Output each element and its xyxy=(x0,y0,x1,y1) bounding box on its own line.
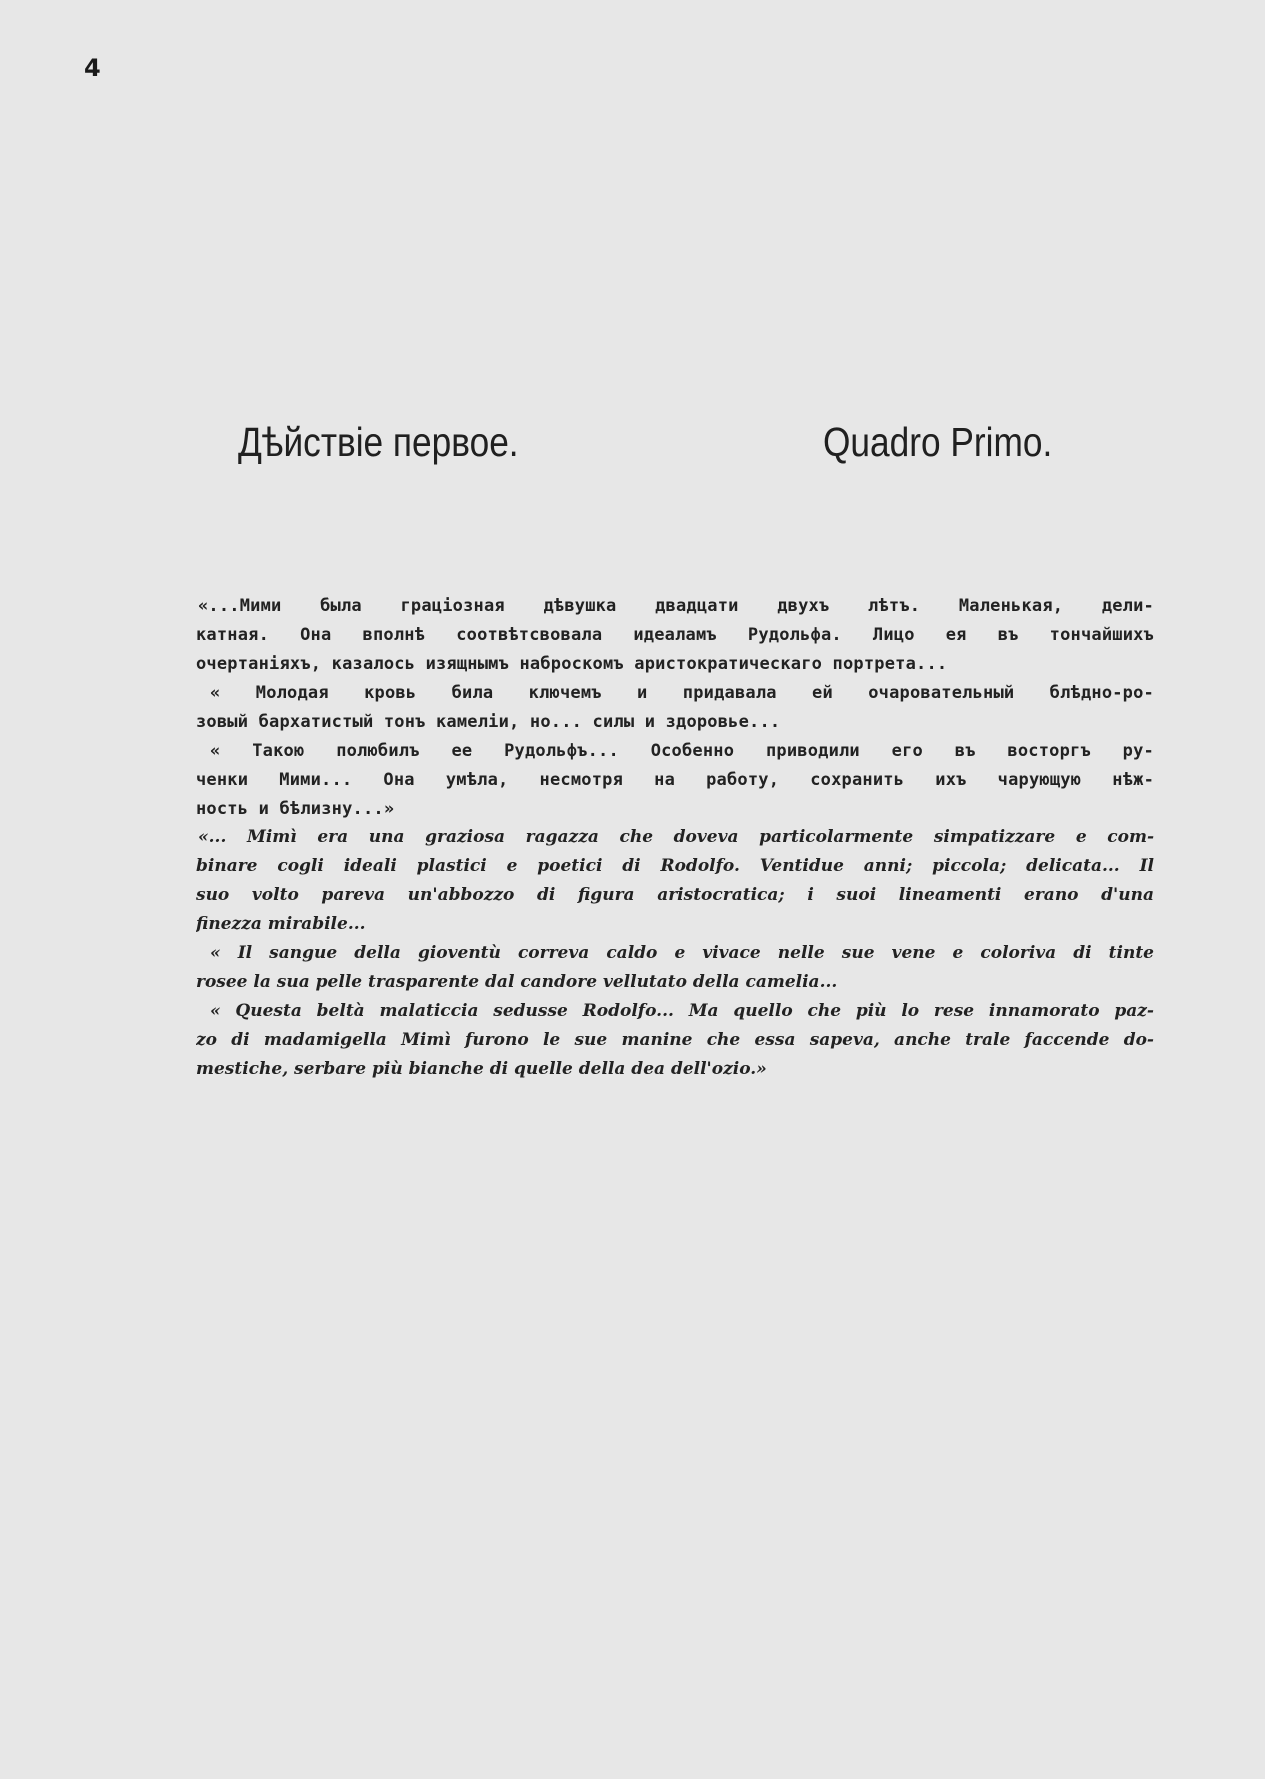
russian-line-3: очертаніяхъ, казалось изящнымъ наброскомъ аристократическаго портрета... xyxy=(196,654,948,674)
italian-line-9: mestiche, serbare più bianche di quelle della dea dell'ozio.» xyxy=(196,1059,767,1079)
italian-line-8: zo di madamigella Mimì furono le sue manine che essa sapeva, anche trale faccende do- xyxy=(196,1030,1154,1050)
russian-line-5: зовый бархатистый тонъ камеліи, но... силы и здоровье... xyxy=(196,712,781,732)
italian-line-7: « Questa beltà malaticcia sedusse Rodolfo... Ma quello che più lo rese innamorato paz- xyxy=(210,1001,1154,1021)
russian-line-1: «...Мими была граціозная дѣвушка двадцати двухъ лѣтъ. Маленькая, дели- xyxy=(198,596,1154,616)
act-heading-italian: Quadro Primo. xyxy=(823,419,1053,465)
russian-line-4: « Молодая кровь била ключемъ и придавала ей очаровательный блѣдно-ро- xyxy=(210,683,1154,703)
page-number: 4 xyxy=(84,54,101,82)
act-heading-russian: Дѣйствіе первое. xyxy=(238,419,519,465)
russian-line-7: ченки Мими... Она умѣла, несмотря на работу, сохранить ихъ чарующую нѣж- xyxy=(196,770,1154,790)
italian-line-5: « Il sangue della gioventù correva caldo e vivace nelle sue vene e coloriva di tinte xyxy=(210,943,1154,963)
italian-line-1: «... Mimì era una graziosa ragazza che doveva particolarmente simpatizzare e com- xyxy=(198,827,1154,847)
russian-epigraph xyxy=(196,592,1154,824)
russian-line-6: « Такою полюбилъ ее Рудольфъ... Особенно приводили его въ восторгъ ру- xyxy=(210,741,1154,761)
italian-line-4: finezza mirabile... xyxy=(196,914,366,934)
italian-epigraph xyxy=(196,823,1154,1084)
italian-line-3: suo volto pareva un'abbozzo di figura aristocratica; i suoi lineamenti erano d'una xyxy=(196,885,1154,905)
italian-line-2: binare cogli ideali plastici e poetici di Rodolfo. Ventidue anni; piccola; delicata... Il xyxy=(196,856,1154,876)
russian-line-2: катная. Она вполнѣ соотвѣтсвовала идеаламъ Рудольфа. Лицо ея въ тончайшихъ xyxy=(196,625,1154,645)
russian-line-8: ность и бѣлизну...» xyxy=(196,799,395,819)
italian-line-6: rosee la sua pelle trasparente dal candore vellutato della camelia... xyxy=(196,972,838,992)
